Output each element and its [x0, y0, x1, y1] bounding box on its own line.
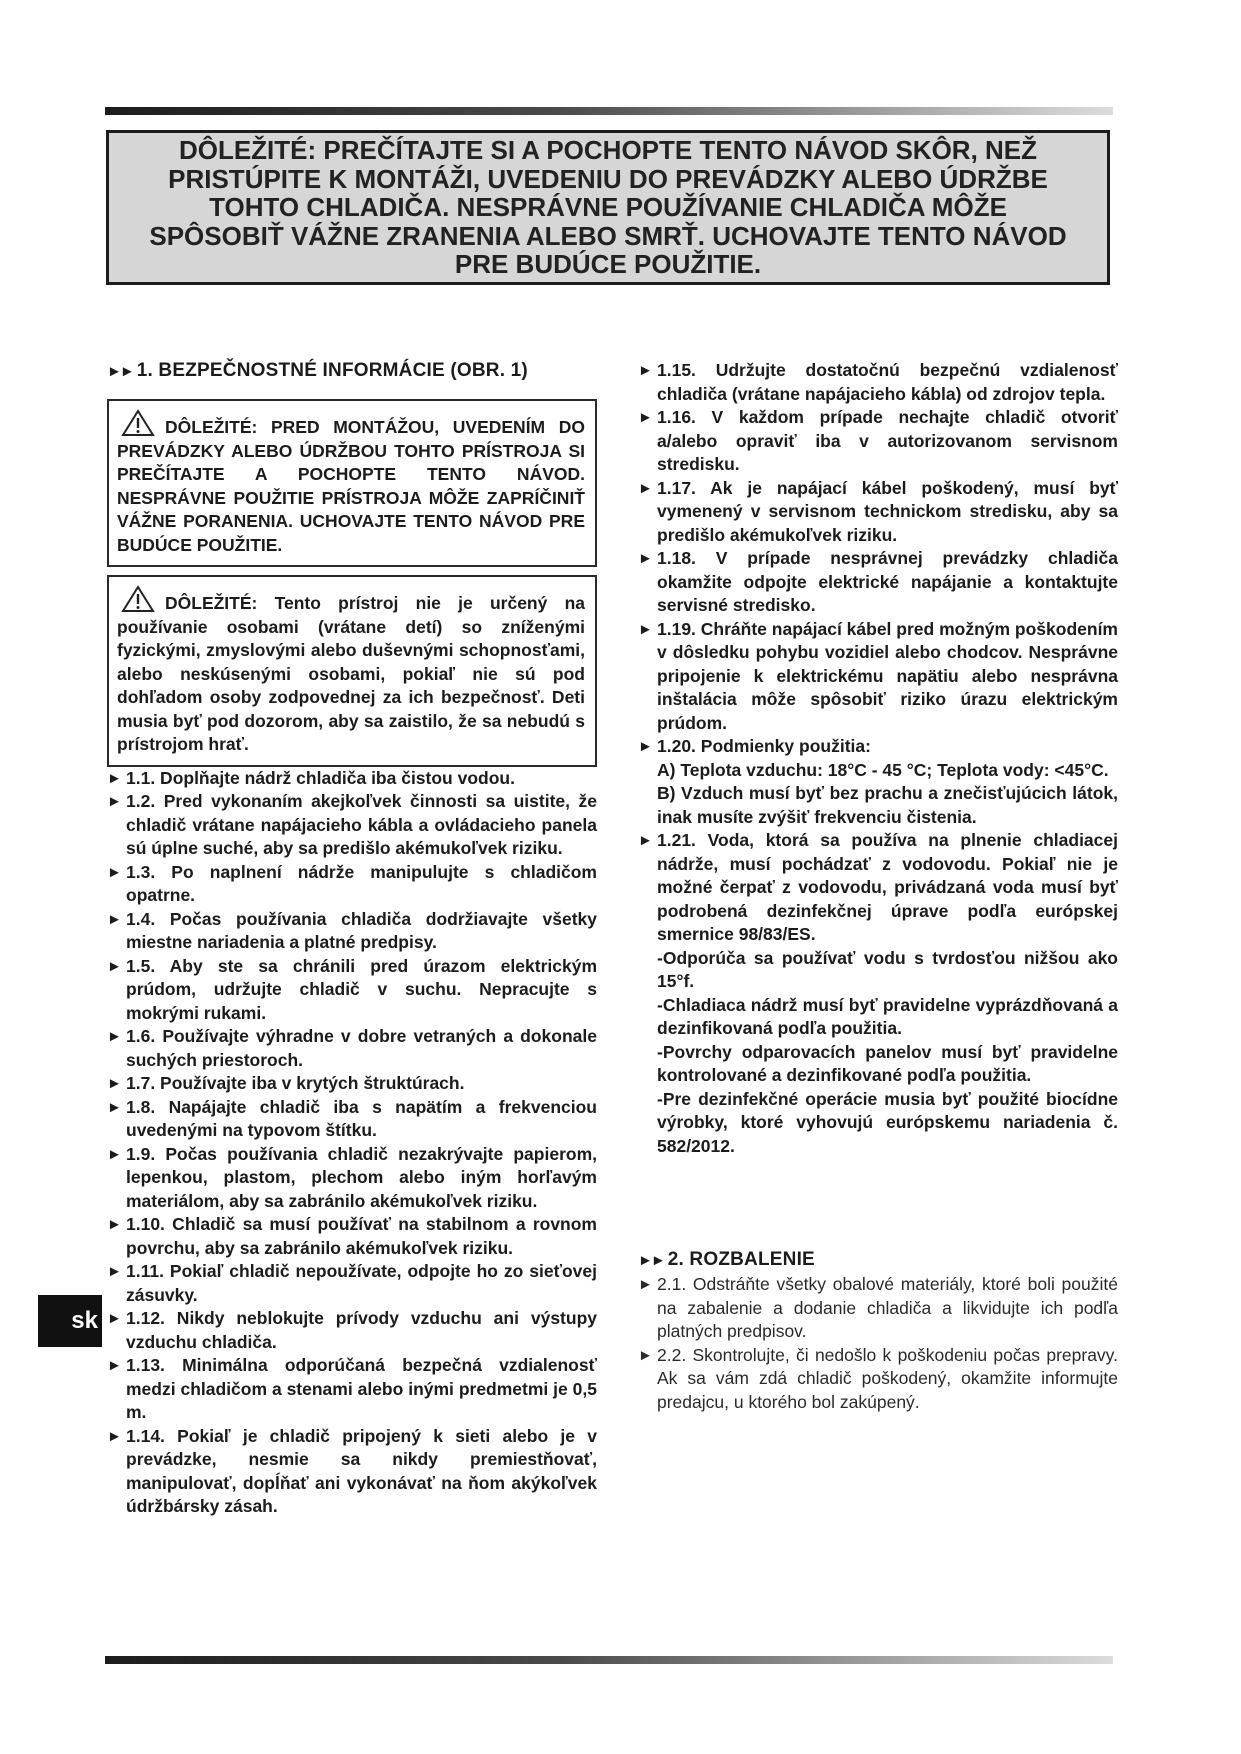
right-column: [638, 359, 1118, 1414]
list-item: [107, 1354, 597, 1425]
list-item: [107, 1425, 597, 1519]
list-item-text: -Pre dezinfekčné operácie musia byť použité biocídne výrobky, ktoré vyhovujú európskemu nariadenia č. 582/2012.: [657, 1088, 1118, 1156]
bullet-arrow-icon: ►: [107, 910, 122, 928]
bullet-arrow-icon: ►: [107, 1263, 122, 1280]
safety-notice-text: DÔLEŽITÉ: PRED MONTÁŽOU, UVEDENÍM DO PREVÁDZKY ALEBO ÚDRŽBOU TOHTO PRÍSTROJA SI PREČÍTAJTE A POCHOPTE TENTO NÁVOD. NESPRÁVNE POUŽITIE PRÍSTROJA MÔŽE ZAPRÍČINIŤ VÁŽNE PORANENIA. UCHOVAJTE TENTO NÁVOD PRE BUDÚCE POUŽITIE.: [117, 417, 585, 555]
bottom-gradient-rule: [105, 1656, 1113, 1664]
banner-line: PRISTÚPITE K MONTÁŽI, UVEDENIU DO PREVÁDZKY ALEBO ÚDRŽBE: [168, 163, 1048, 194]
bullet-arrow-icon: ►: [107, 1310, 122, 1327]
bullet-arrow-icon: ►: [107, 1028, 122, 1045]
list-item: [638, 1088, 1118, 1159]
list-item-text: 1.17. Ak je napájací kábel poškodený, musí byť vymenený v servisnom technickom stredisku, aby sa predišlo akémukoľvek riziku.: [657, 477, 1118, 545]
safety-notice-box: [107, 399, 597, 567]
bullet-arrow-icon: ►: [638, 550, 653, 567]
list-item-text: 1.8. Napájajte chladič iba s napätím a frekvenciou uvedenými na typovom štítku.: [126, 1096, 597, 1140]
list-item: [107, 1213, 597, 1260]
section1-heading: [107, 359, 597, 384]
warning-triangle-icon: [121, 585, 155, 613]
section2-title: 2. ROZBALENIE: [667, 1249, 815, 1270]
list-item: [638, 477, 1118, 548]
list-item: [107, 1072, 597, 1096]
bullet-arrow-icon: ►: [638, 479, 653, 497]
list-item-text: 1.2. Pred vykonaním akejkoľvek činnosti sa uistite, že chladič vrátane napájacieho kábla a ovládacieho panela sú úplne suché, aby sa predišlo akémukoľvek riziku.: [126, 791, 597, 858]
bullet-arrow-icon: ►: [107, 1216, 122, 1233]
list-item-text: 1.13. Minimálna odporúčaná bezpečná vzdialenosť medzi chladičom a stenami alebo inými predmetmi je 0,5 m.: [126, 1355, 597, 1422]
top-gradient-rule: [105, 107, 1113, 115]
warning-triangle-icon: [121, 409, 155, 437]
list-item: [638, 947, 1118, 994]
list-item: [638, 406, 1118, 477]
list-item-text: 1.3. Po naplnení nádrže manipulujte s chladičom opatrne.: [126, 861, 597, 905]
list-item-text: 1.11. Pokiaľ chladič nepoužívate, odpojte ho zo sieťovej zásuvky.: [126, 1261, 597, 1305]
list-item-text: 1.21. Voda, ktorá sa používa na plnenie chladiacej nádrže, musí pochádzať z vodovodu. Pokiaľ nie je možné čerpať z vodovodu, privádzaná voda musí byť podrobená dezinfekčnej úprave podľa európskej smernice 98/83/ES.: [657, 830, 1118, 944]
left-column: [107, 359, 597, 1519]
list-item: [638, 829, 1118, 947]
list-item-text: 1.16. V každom prípade nechajte chladič otvoriť a/alebo opraviť iba v autorizovanom servisnom stredisku.: [657, 407, 1118, 474]
bullet-arrow-icon: ►: [638, 1276, 653, 1293]
bullet-arrow-icon: ►: [638, 832, 653, 849]
bullet-arrow-icon: ►: [638, 362, 653, 379]
section2-heading: [638, 1248, 1118, 1273]
list-item-text: -Odporúča sa používať vodu s tvrdosťou nižšou ako 15°f.: [657, 947, 1118, 991]
bullet-arrow-icon: ►: [107, 1145, 122, 1163]
list-item: [107, 955, 597, 1026]
bullet-arrow-icon: ►: [107, 1357, 122, 1374]
bullet-arrow-icon: ►: [107, 793, 122, 810]
list-item: [638, 1273, 1118, 1344]
list-item: [107, 1025, 597, 1072]
children-notice-text: DÔLEŽITÉ: Tento prístroj nie je určený na používanie osobami (vrátane detí) so zníženými fyzickými, zmyslovými alebo duševnými schopnosťami, alebo neskúsenými osobami, pokiaľ nie sú pod dohľadom osoby zodpovednej za ich bezpečnosť. Deti musia byť pod dozorom, aby sa zaistilo, že sa nebudú s prístrojom hrať.: [117, 593, 585, 754]
bullet-arrow-icon: ►: [638, 409, 653, 426]
list-item: [107, 1143, 597, 1214]
left-item-list: [107, 767, 597, 1519]
list-item-text: 1.19. Chráňte napájací kábel pred možným poškodením v dôsledku pohybu vozidiel alebo chodcov. Nesprávne pripojenie k elektrickému napätiu alebo nesprávna inštalácia môže spôsobiť riziko úrazu elektrickým prúdom.: [657, 618, 1118, 733]
banner-line: PRE BUDÚCE POUŽITIE.: [454, 249, 762, 280]
list-item-text: 1.20. Podmienky použitia:: [657, 736, 871, 756]
bullet-arrow-icon: ►: [107, 863, 122, 881]
right-item-list: [638, 359, 1118, 1158]
list-item-text: 1.10. Chladič sa musí používať na stabilnom a rovnom povrchu, aby sa zabránilo akémukoľvek riziku.: [126, 1214, 597, 1258]
list-item: [638, 1344, 1118, 1415]
list-item: [107, 861, 597, 908]
important-warning-banner: [106, 130, 1110, 285]
list-item-text: 1.12. Nikdy neblokujte prívody vzduchu ani výstupy vzduchu chladiča.: [126, 1308, 597, 1352]
list-item-text: 1.4. Počas používania chladiča dodržiavajte všetky miestne nariadenia a platné predpisy.: [126, 908, 597, 952]
bullet-arrow-icon: ►: [107, 1098, 122, 1116]
list-item: [107, 1096, 597, 1143]
list-item-text: 2.1. Odstráňte všetky obalové materiály, ktoré boli použité na zabalenie a dodanie chladiča a likvidujte ich podľa platných predpisov.: [657, 1274, 1118, 1341]
list-item: [107, 767, 597, 791]
language-tab: sk: [38, 1295, 102, 1347]
list-item-text: B) Vzduch musí byť bez prachu a znečisťujúcich látok, inak musíte zvýšiť frekvenciu čistenia.: [657, 783, 1118, 827]
list-item: [638, 735, 1118, 759]
list-item: [107, 1260, 597, 1307]
bullet-arrow-icon: ►: [638, 1346, 653, 1364]
bullet-arrow-icon: ►: [638, 738, 653, 755]
list-item-text: 1.6. Používajte výhradne v dobre vetraných a dokonale suchých priestoroch.: [126, 1026, 597, 1070]
list-item-text: 1.14. Pokiaľ je chladič pripojený k sieti alebo je v prevádzke, nesmie sa nikdy premiestňovať, manipulovať, dopĺňať ani vykonávať na ňom akýkoľvek údržbársky zásah.: [126, 1425, 597, 1516]
list-item: [638, 618, 1118, 736]
bullet-arrow-icon: ►: [107, 957, 122, 975]
section1-title: 1. BEZPEČNOSTNÉ INFORMÁCIE (OBR. 1): [136, 360, 528, 381]
list-item: [638, 759, 1118, 783]
section2-item-list: [638, 1273, 1118, 1414]
list-item: [638, 547, 1118, 618]
bullet-arrow-icon: ►: [107, 1075, 122, 1092]
list-item: [638, 994, 1118, 1041]
list-item-text: 1.5. Aby ste sa chránili pred úrazom elektrickým prúdom, udržujte chladič v suchu. Nepracujte s mokrými rukami.: [126, 955, 597, 1023]
list-item-text: 1.9. Počas používania chladič nezakrývajte papierom, lepenkou, plastom, plechom alebo iným horľavým materiálom, aby sa zabránilo akémukoľvek riziku.: [126, 1143, 597, 1211]
list-item: [107, 1307, 597, 1354]
double-arrow-icon: ►►: [638, 1252, 664, 1269]
list-item-text: -Chladiaca nádrž musí byť pravidelne vyprázdňovaná a dezinfikovaná podľa použitia.: [657, 994, 1118, 1038]
list-item-text: 1.15. Udržujte dostatočnú bezpečnú vzdialenosť chladiča (vrátane napájacieho kábla) od zdrojov tepla.: [657, 360, 1118, 404]
list-item: [638, 359, 1118, 406]
list-item: [638, 782, 1118, 829]
bullet-arrow-icon: ►: [638, 620, 653, 638]
banner-line: TOHTO CHLADIČA. NESPRÁVNE POUŽÍVANIE CHLADIČA MÔŽE: [209, 192, 1007, 223]
bullet-arrow-icon: ►: [107, 769, 122, 787]
list-item-text: 1.1. Doplňajte nádrž chladiča iba čistou vodou.: [126, 767, 515, 788]
bullet-arrow-icon: ►: [107, 1427, 122, 1445]
list-item: [107, 908, 597, 955]
banner-line: DÔLEŽITÉ: PREČÍTAJTE SI A POCHOPTE TENTO NÁVOD SKÔR, NEŽ: [178, 135, 1038, 166]
list-item: [107, 790, 597, 861]
list-item-text: 1.7. Používajte iba v krytých štruktúrach.: [126, 1073, 465, 1093]
children-notice-box: [107, 575, 597, 767]
banner-line: SPÔSOBIŤ VÁŽNE ZRANENIA ALEBO SMRŤ. UCHOVAJTE TENTO NÁVOD: [149, 220, 1067, 251]
list-item-text: -Povrchy odparovacích panelov musí byť pravidelne kontrolované a dezinfikované podľa použitia.: [657, 1041, 1118, 1085]
list-item-text: A) Teplota vzduchu: 18°C - 45 °C; Teplota vody: <45°C.: [657, 759, 1109, 780]
list-item-text: 1.18. V prípade nesprávnej prevádzky chladiča okamžite odpojte elektrické napájanie a kontaktujte servisné stredisko.: [657, 548, 1118, 615]
double-arrow-icon: ►►: [107, 363, 133, 380]
list-item-text: 2.2. Skontrolujte, či nedošlo k poškodeniu počas prepravy. Ak sa vám zdá chladič poškodený, okamžite informujte predajcu, u ktorého bol zakúpený.: [657, 1344, 1118, 1412]
list-item: [638, 1041, 1118, 1088]
